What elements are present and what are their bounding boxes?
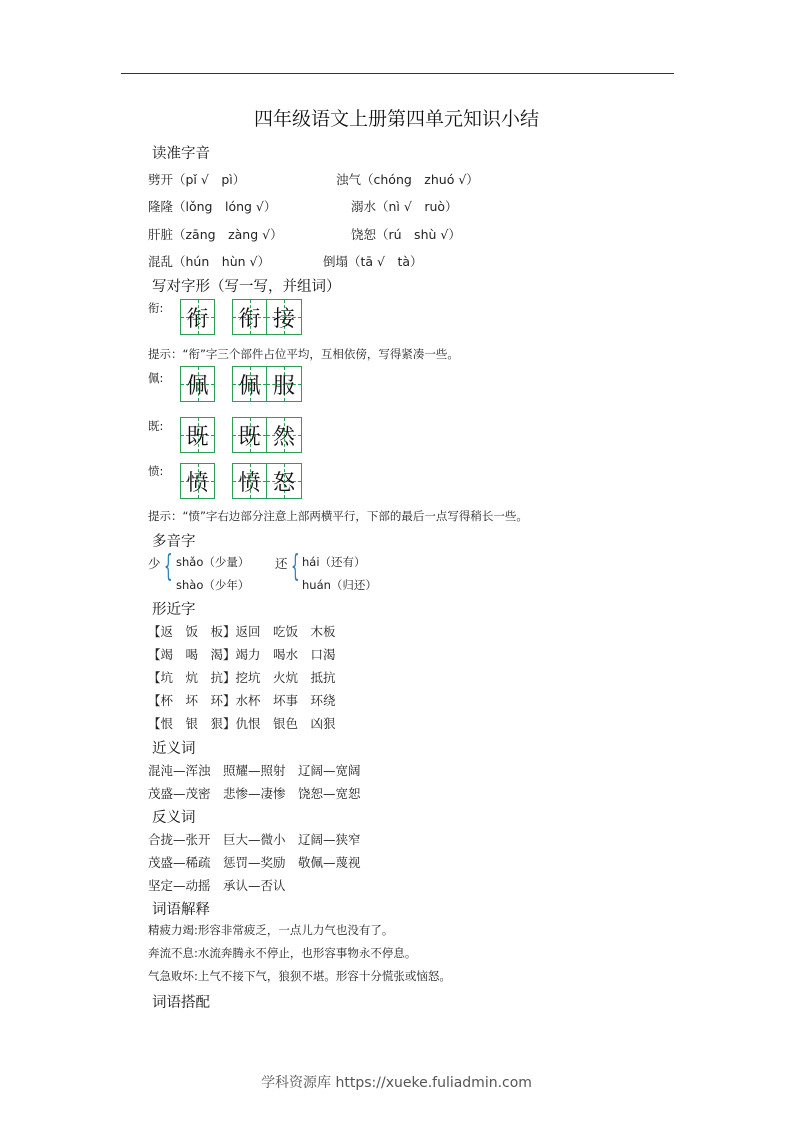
explanation-row: 气急败坏:上气不接下气，狼狈不堪。形容十分慌张或恼怒。 xyxy=(148,969,451,983)
similar-row: 【竭 喝 渴】竭力 喝水 口渴 xyxy=(148,647,336,662)
brace-icon: { xyxy=(291,549,300,584)
tian-cell: 衔 xyxy=(180,299,215,335)
brace-icon: { xyxy=(164,549,173,584)
section-writing-heading: 写对字形（写一写，并组词） xyxy=(152,279,341,295)
writing-tip-2: 提示：“愤”字右边部分注意上部两横平行，下部的最后一点写得稍长一些。 xyxy=(148,509,528,523)
pron-left-1: 劈开（pǐ √ pì） xyxy=(148,172,246,187)
explanation-row: 精疲力竭:形容非常疲乏，一点儿力气也没有了。 xyxy=(148,923,394,937)
section-explanation-heading: 词语解释 xyxy=(152,902,210,918)
section-synonym-heading: 近义词 xyxy=(152,741,196,757)
char-label-fen: 愤: xyxy=(148,464,164,478)
synonym-row: 混沌—浑浊 照耀—照射 辽阔—宽阔 xyxy=(148,763,361,778)
tian-cell: 佩 xyxy=(232,366,267,402)
tian-cell: 服 xyxy=(267,366,302,402)
polyphone-reading: shào（少年） xyxy=(176,578,250,592)
tian-cell: 然 xyxy=(267,417,302,453)
explanation-row: 奔流不息:水流奔腾永不停止，也形容事物永不停息。 xyxy=(148,946,417,960)
polyphone-char-hai: 还 xyxy=(275,556,288,571)
antonym-row: 茂盛—稀疏 惩罚—奖励 敬佩—蔑视 xyxy=(148,855,361,870)
tian-cell: 既 xyxy=(232,417,267,453)
similar-row: 【杯 坏 环】水杯 坏事 环绕 xyxy=(148,693,336,708)
section-collocation-heading: 词语搭配 xyxy=(152,995,210,1011)
section-pronunciation-heading: 读准字音 xyxy=(152,146,210,162)
tian-cell: 衔 xyxy=(232,299,267,335)
tian-grid-model-pei xyxy=(180,366,215,402)
pron-right-1: 浊气（chóng zhuó √） xyxy=(336,172,479,187)
writing-tip-1: 提示：“衔”字三个部件占位平均，互相依傍，写得紧凑一些。 xyxy=(148,347,459,361)
pron-right-4: 倒塌（tā √ tà） xyxy=(323,254,423,269)
tian-grid-model-fen xyxy=(180,463,215,499)
antonym-row: 合拢—张开 巨大—微小 辽阔—狭窄 xyxy=(148,832,361,847)
polyphone-reading: huán（归还） xyxy=(302,578,377,592)
polyphone-reading: shǎo（少量） xyxy=(176,555,250,569)
similar-row: 【返 饭 板】返回 吃饭 木板 xyxy=(148,624,336,639)
footer-watermark: 学科资源库 https://xueke.fuliadmin.com xyxy=(261,1075,532,1091)
char-label-xian: 衔: xyxy=(148,301,164,315)
antonym-row: 坚定—动摇 承认—否认 xyxy=(148,878,286,893)
tian-cell: 接 xyxy=(267,299,302,335)
polyphone-char-shao: 少 xyxy=(148,556,161,571)
tian-grid-practice-ji xyxy=(232,417,302,453)
tian-grid-practice-fen xyxy=(232,463,302,499)
tian-grid-practice-pei xyxy=(232,366,302,402)
pron-left-2: 隆隆（lǒng lóng √） xyxy=(148,199,277,214)
pron-left-4: 混乱（hún hùn √） xyxy=(148,254,270,269)
page-title: 四年级语文上册第四单元知识小结 xyxy=(253,108,539,130)
char-label-ji: 既: xyxy=(148,419,164,433)
tian-cell: 怒 xyxy=(267,463,302,499)
section-antonym-heading: 反义词 xyxy=(152,810,196,826)
tian-grid-model-ji xyxy=(180,417,215,453)
tian-cell: 愤 xyxy=(180,463,215,499)
char-label-pei: 佩: xyxy=(148,371,164,385)
section-polyphone-heading: 多音字 xyxy=(152,534,196,550)
pron-left-3: 肝脏（zāng zàng √） xyxy=(148,227,283,242)
top-rule xyxy=(121,73,674,74)
tian-cell: 佩 xyxy=(180,366,215,402)
synonym-row: 茂盛—茂密 悲惨—凄惨 饶恕—宽恕 xyxy=(148,786,361,801)
tian-cell: 愤 xyxy=(232,463,267,499)
pron-right-2: 溺水（nì √ ruò） xyxy=(351,199,458,214)
tian-cell: 既 xyxy=(180,417,215,453)
similar-row: 【坑 炕 抗】挖坑 火炕 抵抗 xyxy=(148,670,336,685)
similar-row: 【恨 银 狠】仇恨 银色 凶狠 xyxy=(148,716,336,731)
pron-right-3: 饶恕（rú shù √） xyxy=(351,227,461,242)
tian-grid-practice-xian xyxy=(232,299,302,335)
polyphone-reading: hái（还有） xyxy=(302,555,366,569)
tian-grid-model-xian xyxy=(180,299,215,335)
section-similar-heading: 形近字 xyxy=(152,602,196,618)
